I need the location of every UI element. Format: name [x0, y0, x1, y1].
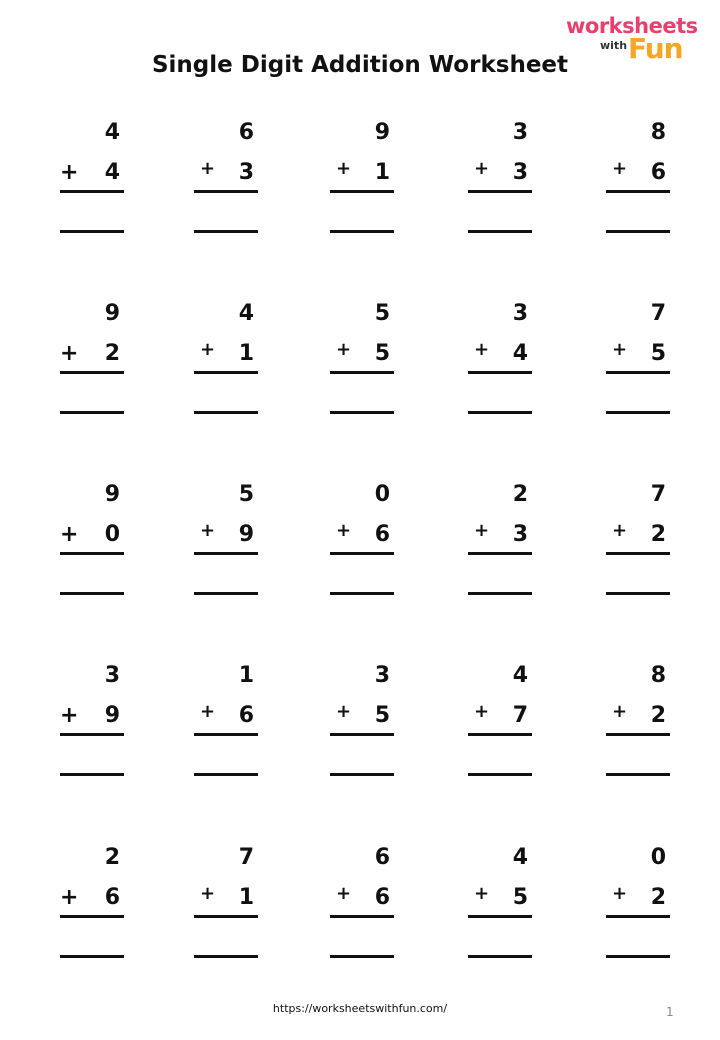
plus-sign: + — [336, 883, 352, 904]
answer-line[interactable] — [468, 955, 532, 958]
addend-bottom: 9 — [104, 703, 120, 728]
answer-line[interactable] — [194, 592, 258, 595]
addend-bottom: 2 — [104, 341, 120, 366]
plus-sign: + — [612, 339, 628, 360]
sum-rule — [194, 190, 258, 193]
answer-line[interactable] — [468, 411, 532, 414]
addend-bottom: 6 — [650, 160, 666, 185]
sum-rule — [60, 190, 124, 193]
addend-bottom: 4 — [512, 341, 528, 366]
addend-bottom: 2 — [650, 522, 666, 547]
addition-problem — [462, 663, 542, 783]
addend-top: 6 — [374, 845, 390, 870]
addend-top: 0 — [650, 845, 666, 870]
answer-line[interactable] — [468, 773, 532, 776]
addition-problem — [462, 482, 542, 602]
plus-sign: + — [612, 883, 628, 904]
answer-line[interactable] — [194, 230, 258, 233]
sum-rule — [468, 371, 532, 374]
plus-sign: + — [60, 703, 79, 728]
addend-top: 4 — [104, 120, 120, 145]
addend-top: 5 — [374, 301, 390, 326]
plus-sign: + — [612, 158, 628, 179]
plus-sign: + — [612, 701, 628, 722]
plus-sign: + — [60, 885, 79, 910]
addend-bottom: 2 — [650, 885, 666, 910]
answer-line[interactable] — [606, 773, 670, 776]
addend-top: 3 — [374, 663, 390, 688]
footer-url[interactable]: https://worksheetswithfun.com/ — [272, 1002, 448, 1015]
addition-problem — [600, 663, 680, 783]
addend-bottom: 3 — [512, 160, 528, 185]
page-number: 1 — [666, 1005, 674, 1019]
answer-line[interactable] — [330, 592, 394, 595]
addition-problem — [188, 301, 268, 421]
sum-rule — [194, 915, 258, 918]
sum-rule — [194, 552, 258, 555]
addend-bottom: 6 — [104, 885, 120, 910]
addend-top: 8 — [650, 120, 666, 145]
addend-bottom: 2 — [650, 703, 666, 728]
plus-sign: + — [60, 522, 79, 547]
addend-bottom: 6 — [374, 522, 390, 547]
addend-top: 5 — [238, 482, 254, 507]
addition-problem — [324, 482, 404, 602]
addend-bottom: 1 — [238, 341, 254, 366]
addition-problem — [54, 120, 134, 240]
addition-problem — [600, 845, 680, 965]
plus-sign: + — [474, 339, 490, 360]
answer-line[interactable] — [606, 411, 670, 414]
answer-line[interactable] — [606, 592, 670, 595]
page-title: Single Digit Addition Worksheet — [151, 52, 569, 78]
addend-top: 9 — [374, 120, 390, 145]
sum-rule — [330, 733, 394, 736]
sum-rule — [60, 371, 124, 374]
plus-sign: + — [200, 520, 216, 541]
plus-sign: + — [200, 701, 216, 722]
addend-top: 1 — [238, 663, 254, 688]
plus-sign: + — [336, 339, 352, 360]
addition-problem — [600, 301, 680, 421]
addition-problem — [54, 663, 134, 783]
addend-top: 3 — [104, 663, 120, 688]
addend-top: 2 — [104, 845, 120, 870]
answer-line[interactable] — [60, 411, 124, 414]
addend-top: 3 — [512, 301, 528, 326]
plus-sign: + — [200, 158, 216, 179]
sum-rule — [606, 371, 670, 374]
addition-problem — [462, 301, 542, 421]
addend-top: 2 — [512, 482, 528, 507]
addition-problem — [462, 845, 542, 965]
addition-problem — [54, 845, 134, 965]
answer-line[interactable] — [606, 230, 670, 233]
plus-sign: + — [474, 883, 490, 904]
logo-with-text: with — [600, 39, 628, 52]
sum-rule — [60, 733, 124, 736]
addition-problem — [324, 120, 404, 240]
answer-line[interactable] — [330, 773, 394, 776]
sum-rule — [330, 915, 394, 918]
plus-sign: + — [60, 160, 79, 185]
addend-bottom: 5 — [650, 341, 666, 366]
addend-top: 6 — [238, 120, 254, 145]
addend-bottom: 3 — [238, 160, 254, 185]
sum-rule — [468, 552, 532, 555]
addend-top: 7 — [650, 482, 666, 507]
logo-wordmark: worksheets — [566, 14, 698, 38]
sum-rule — [468, 190, 532, 193]
addend-bottom: 5 — [512, 885, 528, 910]
answer-line[interactable] — [194, 773, 258, 776]
sum-rule — [468, 733, 532, 736]
answer-line[interactable] — [60, 230, 124, 233]
addend-top: 7 — [650, 301, 666, 326]
answer-line[interactable] — [194, 955, 258, 958]
addend-bottom: 7 — [512, 703, 528, 728]
addend-bottom: 1 — [374, 160, 390, 185]
addition-problem — [600, 482, 680, 602]
addition-problem — [54, 301, 134, 421]
answer-line[interactable] — [330, 411, 394, 414]
sum-rule — [330, 190, 394, 193]
plus-sign: + — [612, 520, 628, 541]
addend-bottom: 4 — [104, 160, 120, 185]
sum-rule — [468, 915, 532, 918]
addend-top: 4 — [512, 845, 528, 870]
sum-rule — [606, 552, 670, 555]
answer-line[interactable] — [606, 955, 670, 958]
addition-problem — [324, 301, 404, 421]
addend-top: 9 — [104, 482, 120, 507]
addend-top: 4 — [512, 663, 528, 688]
answer-line[interactable] — [60, 592, 124, 595]
answer-line[interactable] — [468, 592, 532, 595]
sum-rule — [60, 915, 124, 918]
addition-problem — [462, 120, 542, 240]
plus-sign: + — [200, 339, 216, 360]
addend-bottom: 9 — [238, 522, 254, 547]
answer-line[interactable] — [330, 230, 394, 233]
answer-line[interactable] — [194, 411, 258, 414]
addition-problem — [188, 120, 268, 240]
plus-sign: + — [474, 701, 490, 722]
addend-top: 7 — [238, 845, 254, 870]
sum-rule — [606, 733, 670, 736]
sum-rule — [330, 371, 394, 374]
answer-line[interactable] — [60, 955, 124, 958]
addend-bottom: 1 — [238, 885, 254, 910]
plus-sign: + — [60, 341, 79, 366]
addend-top: 0 — [374, 482, 390, 507]
addition-problem — [600, 120, 680, 240]
addend-top: 9 — [104, 301, 120, 326]
sum-rule — [606, 915, 670, 918]
answer-line[interactable] — [468, 230, 532, 233]
addend-top: 3 — [512, 120, 528, 145]
plus-sign: + — [200, 883, 216, 904]
answer-line[interactable] — [60, 773, 124, 776]
sum-rule — [194, 733, 258, 736]
plus-sign: + — [474, 520, 490, 541]
sum-rule — [330, 552, 394, 555]
addition-problem — [188, 482, 268, 602]
addend-bottom: 0 — [104, 522, 120, 547]
addend-bottom: 6 — [374, 885, 390, 910]
addend-top: 4 — [238, 301, 254, 326]
plus-sign: + — [474, 158, 490, 179]
addition-problem — [324, 663, 404, 783]
addend-top: 8 — [650, 663, 666, 688]
plus-sign: + — [336, 520, 352, 541]
addition-problem — [324, 845, 404, 965]
sum-rule — [606, 190, 670, 193]
answer-line[interactable] — [330, 955, 394, 958]
sum-rule — [194, 371, 258, 374]
sum-rule — [60, 552, 124, 555]
logo-fun-text: Fun — [628, 32, 683, 65]
addition-problem — [54, 482, 134, 602]
addition-problem — [188, 845, 268, 965]
plus-sign: + — [336, 701, 352, 722]
addend-bottom: 6 — [238, 703, 254, 728]
addend-bottom: 3 — [512, 522, 528, 547]
addend-bottom: 5 — [374, 341, 390, 366]
addend-bottom: 5 — [374, 703, 390, 728]
addition-problem — [188, 663, 268, 783]
plus-sign: + — [336, 158, 352, 179]
